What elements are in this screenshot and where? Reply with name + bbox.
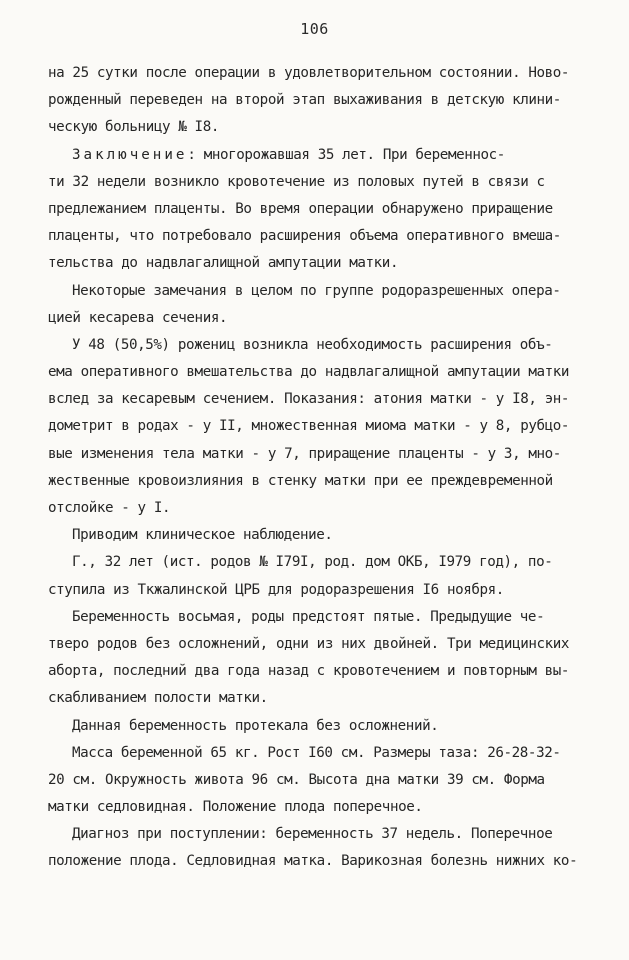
text-line: положение плода. Седловидная матка. Варикозная болезнь нижних ко- bbox=[48, 853, 578, 870]
text-line: Заключение: многорожавшая 35 лет. При беременнос- bbox=[72, 146, 505, 163]
text-line: ступила из Ткжалинской ЦРБ для родоразрешения I6 ноября. bbox=[48, 581, 504, 598]
text-line: матки седловидная. Положение плода поперечное. bbox=[48, 799, 423, 816]
text-line: рожденный переведен на второй этап выхаживания в детскую клини- bbox=[48, 92, 561, 109]
text-line: скабливанием полости матки. bbox=[48, 690, 268, 707]
page-number: 106 bbox=[300, 20, 329, 38]
text-line: отслойке - у I. bbox=[48, 500, 171, 516]
text-line: тверо родов без осложнений, одни из них двойней. Три медицинских bbox=[48, 635, 570, 652]
paragraph bbox=[48, 522, 600, 549]
paragraph bbox=[48, 713, 600, 740]
text-line: цией кесарева сечения. bbox=[48, 309, 228, 326]
text-line: предлежанием плаценты. Во время операции обнаружено приращение bbox=[48, 200, 553, 217]
emphasized-word: Заключение bbox=[72, 146, 188, 163]
paragraph bbox=[48, 332, 600, 522]
text-line: тельства до надвлагалищной ампутации матки. bbox=[48, 255, 399, 272]
text-line: Беременность восьмая, роды предстоят пятые. Предыдущие че- bbox=[72, 608, 545, 625]
text-line: Данная беременность протекала без осложнений. bbox=[72, 717, 439, 734]
paragraph bbox=[48, 604, 600, 713]
text-line: 20 см. Окружность живота 96 см. Высота дна матки 39 см. Форма bbox=[48, 771, 545, 788]
body-text bbox=[48, 60, 600, 876]
text-line: вые изменения тела матки - у 7, приращение плаценты - у 3, мно- bbox=[48, 445, 561, 462]
text-line: Масса беременной 65 кг. Рост I60 см. Размеры таза: 26-28-32- bbox=[72, 744, 561, 761]
text-line: Некоторые замечания в целом по группе родоразрешенных опера- bbox=[72, 282, 561, 299]
text-line: ческую больницу № I8. bbox=[48, 119, 219, 136]
text-line: жественные кровоизлияния в стенку матки при ее преждевременной bbox=[48, 472, 553, 489]
text-line: Диагноз при поступлении: беременность 37 недель. Поперечное bbox=[72, 826, 553, 843]
text-line: вслед за кесаревым сечением. Показания: атония матки - у I8, эн- bbox=[48, 391, 570, 408]
paragraph bbox=[48, 278, 600, 332]
text-line: на 25 сутки после операции в удовлетворительном состоянии. Ново- bbox=[48, 65, 570, 81]
text-line: Г., 32 лет (ист. родов № I79I, род. дом ОКБ, I979 год), по- bbox=[72, 554, 553, 571]
text-line: У 48 (50,5%) рожениц возникла необходимость расширения объ- bbox=[72, 336, 553, 353]
text-line: Приводим клиническое наблюдение. bbox=[72, 527, 333, 544]
text-line: плаценты, что потребовало расширения объема оперативного вмеша- bbox=[48, 228, 561, 245]
paragraph bbox=[48, 549, 600, 603]
text-line: дометрит в родах - у II, множественная миома матки - у 8, рубцо- bbox=[48, 418, 570, 435]
paragraph bbox=[48, 740, 600, 822]
paragraph bbox=[48, 821, 600, 875]
text-line: аборта, последний два года назад с кровотечением и повторным вы- bbox=[48, 663, 570, 680]
text-line: ти 32 недели возникло кровотечение из половых путей в связи с bbox=[48, 173, 545, 190]
text-line: ема оперативного вмешательства до надвлагалищной ампутации матки bbox=[48, 364, 570, 381]
paragraph bbox=[48, 60, 600, 142]
paragraph bbox=[48, 142, 600, 278]
